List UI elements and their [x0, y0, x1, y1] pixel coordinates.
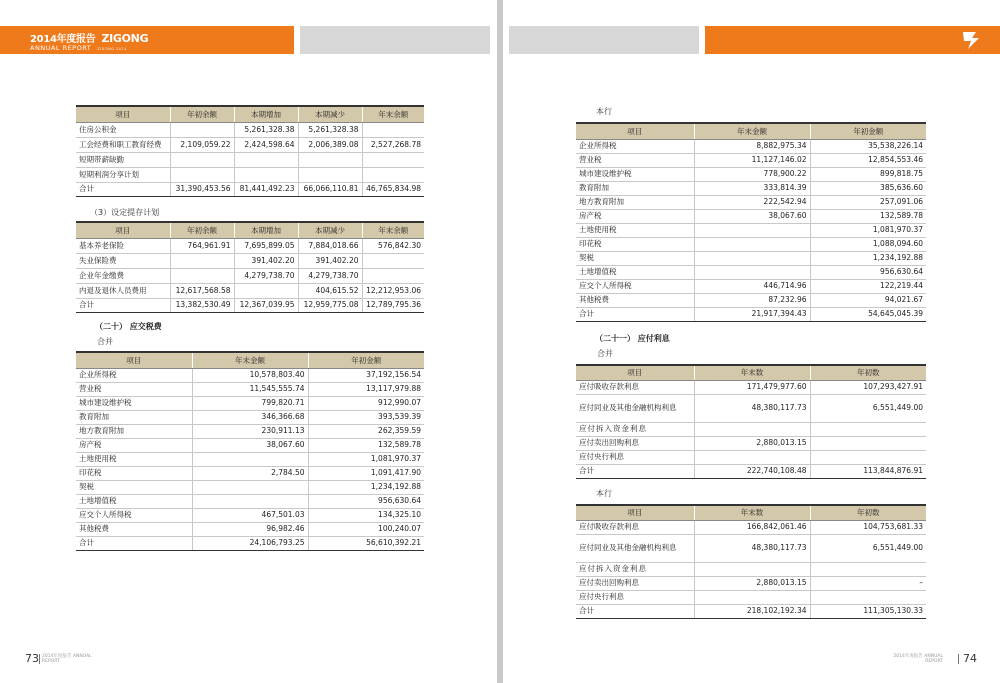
cell-value: 346,366.68 — [192, 410, 308, 424]
row-label: 地方教育附加 — [576, 195, 694, 209]
cell-value — [694, 422, 810, 436]
table-row — [576, 520, 926, 534]
cell-value: 24,106,793.25 — [192, 536, 308, 550]
row-label: 短期带薪缺勤 — [76, 152, 170, 167]
table-row — [76, 494, 424, 508]
cell-value: 35,538,226.14 — [810, 139, 926, 153]
row-label: 内退及退休人员费用 — [76, 283, 170, 298]
cell-value: 1,088,094.60 — [810, 237, 926, 251]
table-row — [576, 223, 926, 237]
cell-value: 899,818.75 — [810, 167, 926, 181]
column-header: 年末余额 — [362, 222, 424, 238]
left-page — [0, 0, 497, 683]
row-label: 土地使用税 — [76, 452, 192, 466]
cell-value: 799,820.71 — [192, 396, 308, 410]
cell-value: 81,441,492.23 — [234, 182, 298, 196]
row-label: 应付拆入资金利息 — [576, 562, 694, 576]
cell-value — [234, 152, 298, 167]
row-label: 教育附加 — [576, 181, 694, 195]
report-brand — [30, 30, 148, 52]
cell-value: 218,102,192.34 — [694, 604, 810, 618]
column-header: 年末金额 — [694, 123, 810, 139]
cell-value: 467,501.03 — [192, 508, 308, 522]
cell-value — [234, 283, 298, 298]
cell-value — [694, 450, 810, 464]
table-row — [576, 195, 926, 209]
table-row — [576, 464, 926, 478]
table-row — [576, 209, 926, 223]
table-row — [576, 181, 926, 195]
table-row — [76, 152, 424, 167]
row-label: 应付同业及其他金融机构利息 — [576, 394, 694, 422]
row-label: 合计 — [76, 182, 170, 196]
table-header-row — [576, 123, 926, 139]
cell-value: 38,067.60 — [694, 209, 810, 223]
table-row — [76, 238, 424, 253]
table-row — [76, 298, 424, 312]
page-number-divider-left — [39, 654, 40, 664]
table-row — [76, 466, 424, 480]
row-label: 企业年金缴费 — [76, 268, 170, 283]
cell-value: 7,695,899.05 — [234, 238, 298, 253]
table-row — [576, 307, 926, 321]
table-row — [76, 396, 424, 410]
cell-value: 38,067.60 — [192, 438, 308, 452]
cell-value: 1,234,192.88 — [308, 480, 424, 494]
row-label: 土地增值税 — [576, 265, 694, 279]
table-row — [76, 536, 424, 550]
cell-value: – — [810, 576, 926, 590]
row-label: 企业所得税 — [76, 368, 192, 382]
cell-value: 2,424,598.64 — [234, 137, 298, 152]
cell-value: 1,081,970.37 — [308, 452, 424, 466]
table-row — [76, 522, 424, 536]
cell-value: 12,854,553.46 — [810, 153, 926, 167]
taxes-payable-consolidated-table — [76, 351, 424, 551]
table-row — [76, 253, 424, 268]
page-caption-left: 2014年度报告 ANNUAL REPORT — [42, 654, 92, 665]
column-header: 年初余额 — [170, 106, 234, 122]
report-brand-name: ZIGONG — [101, 32, 149, 45]
row-label: 其他税费 — [576, 293, 694, 307]
cell-value — [298, 167, 362, 182]
cell-value: 11,545,555.74 — [192, 382, 308, 396]
cell-value: 5,261,328.38 — [234, 122, 298, 137]
cell-value — [298, 152, 362, 167]
row-label: 营业税 — [576, 153, 694, 167]
table-row — [76, 268, 424, 283]
cell-value — [694, 223, 810, 237]
cell-value: 56,610,392.21 — [308, 536, 424, 550]
cell-value — [192, 452, 308, 466]
cell-value: 132,589.78 — [810, 209, 926, 223]
cell-value: 94,021.67 — [810, 293, 926, 307]
row-label: 基本养老保险 — [76, 238, 170, 253]
cell-value: 46,765,834.98 — [362, 182, 424, 196]
cell-value: 1,234,192.88 — [810, 251, 926, 265]
row-label: 其他税费 — [76, 522, 192, 536]
row-label: 应付卖出回购利息 — [576, 576, 694, 590]
table-row — [76, 508, 424, 522]
column-header: 年初金额 — [810, 123, 926, 139]
cell-value: 2,880,013.15 — [694, 436, 810, 450]
column-header: 本期减少 — [298, 222, 362, 238]
column-header: 本期减少 — [298, 106, 362, 122]
row-label: 合计 — [76, 536, 192, 550]
taxes-payable-section-title: （二十） 应交税费 — [95, 322, 162, 331]
interest-payable-bank-table — [576, 504, 926, 619]
cell-value: 11,127,146.02 — [694, 153, 810, 167]
cell-value: 48,380,117.73 — [694, 394, 810, 422]
column-header: 本期增加 — [234, 106, 298, 122]
cell-value: 404,615.52 — [298, 283, 362, 298]
cell-value — [810, 450, 926, 464]
table-row — [76, 438, 424, 452]
cell-value: 391,402.20 — [234, 253, 298, 268]
row-label: 城市建设维护税 — [576, 167, 694, 181]
table-row — [576, 394, 926, 422]
cell-value: 230,911.13 — [192, 424, 308, 438]
cell-value: 576,842.30 — [362, 238, 424, 253]
row-label: 土地使用税 — [576, 223, 694, 237]
row-label: 应交个人所得税 — [576, 279, 694, 293]
column-header: 年初数 — [810, 365, 926, 380]
row-label: 应付卖出回购利息 — [576, 436, 694, 450]
column-header: 项目 — [576, 123, 694, 139]
row-label: 应付同业及其他金融机构利息 — [576, 534, 694, 562]
table-row — [576, 167, 926, 181]
cell-value — [810, 436, 926, 450]
cell-value: 12,367,039.95 — [234, 298, 298, 312]
row-label: 印花税 — [76, 466, 192, 480]
cell-value: 222,740,108.48 — [694, 464, 810, 478]
cell-value: 96,982.46 — [192, 522, 308, 536]
cell-value: 12,789,795.36 — [362, 298, 424, 312]
page-number-divider-right — [958, 654, 959, 664]
cell-value — [694, 562, 810, 576]
cell-value: 54,645,045.39 — [810, 307, 926, 321]
table-row — [76, 410, 424, 424]
row-label: 应付央行利息 — [576, 590, 694, 604]
cell-value — [170, 122, 234, 137]
row-label: 营业税 — [76, 382, 192, 396]
column-header: 年初余额 — [170, 222, 234, 238]
row-label: 合计 — [576, 307, 694, 321]
table-row — [76, 167, 424, 182]
column-header: 项目 — [76, 352, 192, 368]
table-row — [576, 279, 926, 293]
cell-value: 2,527,268.78 — [362, 137, 424, 152]
cell-value: 12,959,775.08 — [298, 298, 362, 312]
cell-value: 132,589.78 — [308, 438, 424, 452]
cell-value: 222,542.94 — [694, 195, 810, 209]
cell-value: 5,261,328.38 — [298, 122, 362, 137]
cell-value — [694, 265, 810, 279]
page-caption-right: 2014年度报告 ANNUAL REPORT — [893, 654, 943, 665]
table-header-row — [76, 352, 424, 368]
table-row — [576, 534, 926, 562]
cell-value: 12,212,953.06 — [362, 283, 424, 298]
table-row — [76, 480, 424, 494]
row-label: 合计 — [76, 298, 170, 312]
interest-payable-section-title: （二十一） 应付利息 — [595, 334, 670, 343]
row-label: 应付吸收存款利息 — [576, 520, 694, 534]
cell-value — [362, 152, 424, 167]
cell-value — [362, 167, 424, 182]
cell-value — [192, 480, 308, 494]
cell-value — [810, 562, 926, 576]
column-header: 年初金额 — [308, 352, 424, 368]
table-row — [76, 182, 424, 196]
row-label: 房产税 — [76, 438, 192, 452]
cell-value: 1,081,970.37 — [810, 223, 926, 237]
table-row — [576, 576, 926, 590]
cell-value: 111,305,130.33 — [810, 604, 926, 618]
table-header-row — [76, 222, 424, 238]
table-row — [576, 562, 926, 576]
cell-value: 13,382,530.49 — [170, 298, 234, 312]
table-row — [576, 139, 926, 153]
table-row — [576, 450, 926, 464]
cell-value: 333,814.39 — [694, 181, 810, 195]
defined-contribution-table — [76, 221, 424, 313]
cell-value: 764,961.91 — [170, 238, 234, 253]
table-row — [576, 422, 926, 436]
cell-value: 100,240.07 — [308, 522, 424, 536]
interest-consolidated-label: 合并 — [597, 349, 613, 358]
page-number-right: 74 — [963, 652, 977, 665]
cell-value: 2,880,013.15 — [694, 576, 810, 590]
table-row — [576, 293, 926, 307]
cell-value: 10,578,803.40 — [192, 368, 308, 382]
table-row — [576, 251, 926, 265]
table-row — [76, 122, 424, 137]
cell-value: 48,380,117.73 — [694, 534, 810, 562]
row-label: 住房公积金 — [76, 122, 170, 137]
table-row — [576, 590, 926, 604]
cell-value — [810, 422, 926, 436]
cell-value: 956,630.64 — [308, 494, 424, 508]
cell-value — [694, 237, 810, 251]
table-row — [576, 436, 926, 450]
cell-value: 122,219.44 — [810, 279, 926, 293]
cell-value: 385,636.60 — [810, 181, 926, 195]
table-row — [576, 237, 926, 251]
cell-value — [170, 253, 234, 268]
cell-value — [810, 590, 926, 604]
cell-value: 104,753,681.33 — [810, 520, 926, 534]
interest-bank-label: 本行 — [596, 489, 612, 498]
cell-value: 4,279,738.70 — [298, 268, 362, 283]
column-header: 项目 — [76, 222, 170, 238]
cell-value: 912,990.07 — [308, 396, 424, 410]
column-header: 本期增加 — [234, 222, 298, 238]
staff-salary-table — [76, 105, 424, 197]
header-gray-band — [300, 26, 490, 54]
taxes-consolidated-label: 合并 — [97, 337, 113, 346]
cell-value: 8,882,975.34 — [694, 139, 810, 153]
column-header: 年末余额 — [362, 106, 424, 122]
cell-value — [694, 251, 810, 265]
column-header: 年初数 — [810, 505, 926, 520]
cell-value: 2,006,389.08 — [298, 137, 362, 152]
cell-value: 12,617,568.58 — [170, 283, 234, 298]
table-row — [576, 153, 926, 167]
cell-value: 391,402.20 — [298, 253, 362, 268]
cell-value — [192, 494, 308, 508]
table-row — [576, 380, 926, 394]
row-label: 合计 — [576, 464, 694, 478]
report-subtitle: ANNUAL REPORT — [30, 44, 92, 52]
defined-contribution-label: （3）设定提存计划 — [90, 208, 160, 217]
table-row — [76, 424, 424, 438]
table-row — [576, 604, 926, 618]
cell-value: 6,551,449.00 — [810, 394, 926, 422]
page-number-left: 73 — [25, 652, 39, 665]
table-row — [576, 265, 926, 279]
cell-value: 37,192,156.54 — [308, 368, 424, 382]
cell-value — [362, 122, 424, 137]
cell-value — [362, 268, 424, 283]
cell-value: 6,551,449.00 — [810, 534, 926, 562]
cell-value: 393,539.39 — [308, 410, 424, 424]
row-label: 房产税 — [576, 209, 694, 223]
table-header-row — [576, 365, 926, 380]
cell-value: 1,091,417.90 — [308, 466, 424, 480]
taxes-payable-bank-table — [576, 122, 926, 322]
bank-logo-icon — [960, 29, 982, 55]
cell-value: 107,293,427.91 — [810, 380, 926, 394]
cell-value — [694, 590, 810, 604]
row-label: 合计 — [576, 604, 694, 618]
row-label: 应付央行利息 — [576, 450, 694, 464]
cell-value: 87,232.96 — [694, 293, 810, 307]
cell-value: 13,117,979.88 — [308, 382, 424, 396]
cell-value: 257,091.06 — [810, 195, 926, 209]
header-orange-band-right — [705, 26, 1000, 54]
row-label: 工会经费和职工教育经费 — [76, 137, 170, 152]
row-label: 应交个人所得税 — [76, 508, 192, 522]
header-gray-band-right — [509, 26, 699, 54]
table-row — [76, 382, 424, 396]
cell-value — [170, 152, 234, 167]
row-label: 企业所得税 — [576, 139, 694, 153]
column-header: 年末数 — [694, 505, 810, 520]
row-label: 土地增值税 — [76, 494, 192, 508]
cell-value: 2,109,059.22 — [170, 137, 234, 152]
cell-value: 7,884,018.66 — [298, 238, 362, 253]
cell-value: 171,479,977.60 — [694, 380, 810, 394]
cell-value: 31,390,453.56 — [170, 182, 234, 196]
column-header: 年末金额 — [192, 352, 308, 368]
row-label: 教育附加 — [76, 410, 192, 424]
cell-value: 778,900.22 — [694, 167, 810, 181]
cell-value — [362, 253, 424, 268]
cell-value — [170, 268, 234, 283]
cell-value: 2,784.50 — [192, 466, 308, 480]
column-header: 年末数 — [694, 365, 810, 380]
cell-value: 262,359.59 — [308, 424, 424, 438]
table-header-row — [576, 505, 926, 520]
cell-value: 134,325.10 — [308, 508, 424, 522]
row-label: 印花税 — [576, 237, 694, 251]
cell-value: 166,842,061.46 — [694, 520, 810, 534]
row-label: 契税 — [76, 480, 192, 494]
row-label: 地方教育附加 — [76, 424, 192, 438]
cell-value: 21,917,394.43 — [694, 307, 810, 321]
column-header: 项目 — [76, 106, 170, 122]
row-label: 契税 — [576, 251, 694, 265]
row-label: 短期利润分享计划 — [76, 167, 170, 182]
cell-value: 446,714.96 — [694, 279, 810, 293]
table-row — [76, 368, 424, 382]
row-label: 失业保险费 — [76, 253, 170, 268]
table-row — [76, 452, 424, 466]
cell-value: 113,844,876.91 — [810, 464, 926, 478]
cell-value: 66,066,110.81 — [298, 182, 362, 196]
report-title: 2014年度报告 — [30, 34, 96, 45]
table-row — [76, 283, 424, 298]
table-row — [76, 137, 424, 152]
bank-taxes-label: 本行 — [596, 107, 612, 116]
column-header: 项目 — [576, 365, 694, 380]
row-label: 城市建设维护税 — [76, 396, 192, 410]
report-small-caption: ZIGONG 2014 — [97, 47, 127, 51]
cell-value: 4,279,738.70 — [234, 268, 298, 283]
interest-payable-consolidated-table — [576, 364, 926, 479]
cell-value — [170, 167, 234, 182]
row-label: 应付吸收存款利息 — [576, 380, 694, 394]
cell-value: 956,630.64 — [810, 265, 926, 279]
column-header: 项目 — [576, 505, 694, 520]
row-label: 应付拆入资金利息 — [576, 422, 694, 436]
table-header-row — [76, 106, 424, 122]
right-page — [503, 0, 1000, 683]
cell-value — [234, 167, 298, 182]
